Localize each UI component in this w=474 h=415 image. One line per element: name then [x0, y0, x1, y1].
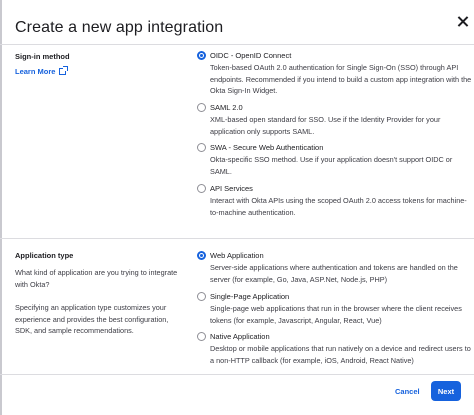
option-api-services-description: Interact with Okta APIs using the scoped OAuth 2.0 access tokens for machine-to-machine authentication.: [210, 196, 467, 217]
section-divider: [0, 238, 474, 239]
radio-saml[interactable]: [197, 103, 206, 112]
option-spa-description: Single-page web applications that run in the browser where the client receives tokens (for example, Javascript, Angular, React, Vue): [210, 304, 462, 325]
option-swa-description: Okta-specific SSO method. Use if your application doesn't support OIDC or SAML.: [210, 155, 453, 176]
radio-native-application[interactable]: [197, 332, 206, 341]
option-spa-label: Single-Page Application: [210, 292, 290, 301]
signin-section-heading: Sign-in method: [15, 52, 70, 61]
option-web-application-label: Web Application: [210, 251, 264, 260]
option-web-application-description: Server-side applications where authentication and tokens are handled on the server (for example, Go, Java, ASP.Net, Node.js, PHP): [210, 263, 458, 284]
option-oidc-description: Token-based OAuth 2.0 authentication for Single Sign-On (SSO) through API endpoints. Recommended if you intend to build a custom app integration with the Okta Sign-In Widget.: [210, 63, 472, 95]
close-icon[interactable]: [455, 14, 471, 30]
footer-divider: [0, 374, 474, 375]
option-saml-label: SAML 2.0: [210, 103, 243, 112]
radio-oidc[interactable]: [197, 51, 206, 60]
apptype-help-question: What kind of application are you trying to integrate with Okta?: [15, 268, 178, 289]
modal-left-edge: [0, 0, 2, 415]
radio-swa[interactable]: [197, 143, 206, 152]
option-swa-label: SWA - Secure Web Authentication: [210, 143, 324, 152]
option-oidc-label: OIDC - OpenID Connect: [210, 51, 292, 60]
radio-api-services[interactable]: [197, 184, 206, 193]
modal-title: Create a new app integration: [15, 19, 224, 36]
option-native-application-description: Desktop or mobile applications that run natively on a device and redirect users to a non-HTTP callback (for example, iOS, Android, React Native): [210, 344, 471, 365]
cancel-button[interactable]: Cancel: [395, 387, 420, 396]
header-divider: [0, 44, 474, 45]
learn-more-link[interactable]: [15, 67, 66, 76]
option-native-application-label: Native Application: [210, 332, 270, 341]
next-button[interactable]: Next: [431, 381, 461, 401]
apptype-section-heading: Application type: [15, 251, 74, 260]
apptype-help-description: Specifying an application type customizes your experience and provides the best configuration, SDK, and sample recommendations.: [15, 303, 169, 335]
option-saml-description: XML-based open standard for SSO. Use if the Identity Provider for your application only supports SAML.: [210, 115, 441, 136]
option-api-services-label: API Services: [210, 184, 253, 193]
radio-web-application[interactable]: [197, 251, 206, 260]
learn-more-label: Learn More: [15, 67, 56, 76]
radio-spa[interactable]: [197, 292, 206, 301]
external-link-icon: [59, 68, 66, 75]
